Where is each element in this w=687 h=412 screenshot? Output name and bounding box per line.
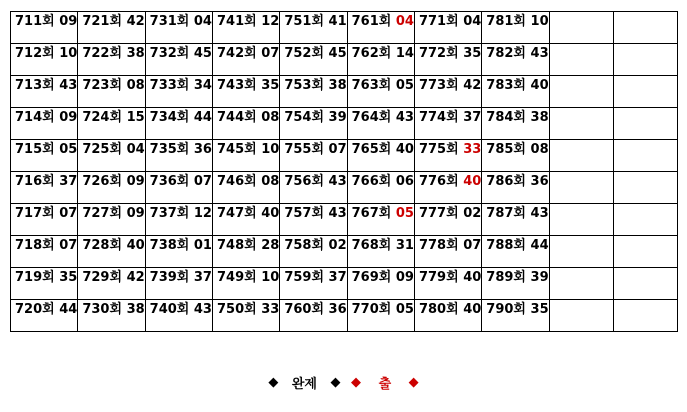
number-value: 43 [530,206,549,221]
number-value: 41 [328,14,347,29]
number-value: 36 [328,302,347,317]
number-value: 40 [463,302,482,317]
round-label: 786회 [486,174,526,189]
table-cell [145,12,212,44]
round-label: 777회 [418,206,459,221]
round-label: 761회 [351,14,392,29]
round-label: 769회 [351,270,392,285]
number-value: 40 [395,142,414,157]
number-value: 44 [530,238,549,253]
legend-label-black: 완제 [291,377,317,392]
round-label: 722회 [82,46,123,61]
round-label: 758회 [284,238,325,253]
table-cell [280,140,347,172]
number-value: 12 [261,14,280,29]
round-label: 725회 [82,142,123,157]
results-table-body [11,12,678,332]
round-label: 770회 [351,302,392,317]
round-label: 731회 [149,14,190,29]
table-row [11,268,678,300]
number-value: 42 [126,14,145,29]
round-label: 749회 [216,270,257,285]
table-cell [280,172,347,204]
round-label: 772회 [418,46,459,61]
table-cell [549,12,613,44]
number-value: 33 [261,302,280,317]
table-cell [212,140,279,172]
table-row [11,236,678,268]
table-cell [11,12,78,44]
round-label: 760회 [284,302,325,317]
number-value: 45 [193,46,212,61]
round-label: 739회 [149,270,190,285]
number-value: 43 [530,46,549,61]
table-cell [212,204,279,236]
table-cell [613,204,677,236]
round-label: 719회 [15,270,55,285]
number-value: 08 [530,142,549,157]
table-cell [482,140,549,172]
number-value: 37 [463,110,482,125]
round-label: 783회 [486,78,526,93]
round-label: 713회 [15,78,55,93]
number-value: 40 [530,78,549,93]
round-label: 790회 [486,302,526,317]
table-cell [414,76,481,108]
table-cell [145,108,212,140]
number-value: 10 [261,270,280,285]
round-label: 773회 [418,78,459,93]
number-value: 04 [193,14,212,29]
number-value: 37 [328,270,347,285]
round-label: 768회 [351,238,392,253]
number-value: 07 [328,142,347,157]
table-cell [414,140,481,172]
table-cell [145,44,212,76]
number-value: 28 [261,238,280,253]
round-label: 754회 [284,110,325,125]
round-label: 714회 [15,110,55,125]
number-value: 10 [530,14,549,29]
table-cell [482,108,549,140]
table-cell [145,204,212,236]
round-label: 735회 [149,142,190,157]
round-label: 785회 [486,142,526,157]
number-value: 33 [463,142,482,157]
table-cell [414,268,481,300]
table-cell [549,172,613,204]
number-value: 38 [126,302,145,317]
table-cell [11,300,78,332]
number-value: 40 [463,270,482,285]
table-cell [482,76,549,108]
round-label: 744회 [216,110,257,125]
number-value: 07 [261,46,280,61]
number-value: 38 [126,46,145,61]
number-value: 43 [328,206,347,221]
number-value: 14 [395,46,414,61]
number-value: 01 [193,238,212,253]
number-value: 38 [530,110,549,125]
table-row [11,300,678,332]
round-label: 742회 [216,46,257,61]
table-cell [482,268,549,300]
table-cell [78,140,145,172]
number-value: 09 [59,14,78,29]
number-value: 43 [328,174,347,189]
number-value: 06 [395,174,414,189]
number-value: 40 [126,238,145,253]
table-cell [280,236,347,268]
round-label: 789회 [486,270,526,285]
round-label: 728회 [82,238,123,253]
table-cell [549,76,613,108]
table-cell [347,44,414,76]
table-cell [414,44,481,76]
number-value: 07 [193,174,212,189]
number-value: 42 [126,270,145,285]
table-cell [613,76,677,108]
table-cell [347,140,414,172]
table-cell [212,12,279,44]
number-value: 09 [59,110,78,125]
table-cell [145,140,212,172]
table-cell [549,300,613,332]
table-cell [145,236,212,268]
table-cell [414,172,481,204]
round-label: 788회 [486,238,526,253]
round-label: 721회 [82,14,123,29]
table-cell [11,140,78,172]
round-label: 730회 [82,302,123,317]
round-label: 755회 [284,142,325,157]
table-row [11,76,678,108]
number-value: 09 [126,206,145,221]
round-label: 764회 [351,110,392,125]
round-label: 747회 [216,206,257,221]
table-cell [280,204,347,236]
number-value: 07 [463,238,482,253]
table-cell [613,236,677,268]
round-label: 741회 [216,14,257,29]
table-cell [482,236,549,268]
table-row [11,140,678,172]
table-cell [347,268,414,300]
table-cell [482,172,549,204]
round-label: 737회 [149,206,190,221]
round-label: 781회 [486,14,526,29]
round-label: 762회 [351,46,392,61]
round-label: 763회 [351,78,392,93]
table-cell [11,204,78,236]
round-label: 776회 [418,174,459,189]
round-label: 765회 [351,142,392,157]
round-label: 778회 [418,238,459,253]
table-cell [613,300,677,332]
number-value: 09 [395,270,414,285]
round-label: 750회 [216,302,257,317]
number-value: 37 [59,174,78,189]
round-label: 738회 [149,238,190,253]
table-cell [613,12,677,44]
table-cell [212,44,279,76]
number-value: 35 [463,46,482,61]
table-cell [347,300,414,332]
number-value: 05 [395,302,414,317]
table-cell [414,236,481,268]
table-row [11,172,678,204]
table-cell [78,12,145,44]
table-cell [414,204,481,236]
table-row [11,12,678,44]
round-label: 718회 [15,238,55,253]
number-value: 31 [395,238,414,253]
round-label: 716회 [15,174,55,189]
number-value: 08 [261,174,280,189]
number-value: 45 [328,46,347,61]
table-cell [78,268,145,300]
round-label: 729회 [82,270,123,285]
number-value: 36 [530,174,549,189]
number-value: 39 [328,110,347,125]
table-cell [613,268,677,300]
table-cell [11,268,78,300]
number-value: 43 [395,110,414,125]
table-cell [212,268,279,300]
round-label: 780회 [418,302,459,317]
number-value: 02 [328,238,347,253]
number-value: 39 [530,270,549,285]
table-cell [78,204,145,236]
table-cell [11,108,78,140]
number-value: 04 [463,14,482,29]
table-cell [482,204,549,236]
round-label: 726회 [82,174,123,189]
table-cell [482,44,549,76]
table-cell [11,172,78,204]
round-label: 715회 [15,142,55,157]
table-row [11,204,678,236]
number-value: 05 [59,142,78,157]
round-label: 766회 [351,174,392,189]
table-cell [78,108,145,140]
table-cell [212,300,279,332]
table-cell [613,108,677,140]
red-diamond-icon: ◆ [351,375,362,390]
number-value: 08 [261,110,280,125]
table-cell [11,76,78,108]
table-cell [414,108,481,140]
table-cell [280,108,347,140]
table-cell [549,108,613,140]
table-cell [78,44,145,76]
number-value: 34 [193,78,212,93]
table-cell [280,44,347,76]
number-value: 35 [59,270,78,285]
table-cell [212,172,279,204]
number-value: 43 [193,302,212,317]
round-label: 740회 [149,302,190,317]
table-cell [482,12,549,44]
table-cell [347,236,414,268]
round-label: 787회 [486,206,526,221]
round-label: 723회 [82,78,123,93]
number-value: 05 [395,78,414,93]
number-value: 36 [193,142,212,157]
number-value: 38 [328,78,347,93]
table-cell [549,44,613,76]
round-label: 751회 [284,14,325,29]
number-value: 08 [126,78,145,93]
number-value: 43 [59,78,78,93]
round-label: 752회 [284,46,325,61]
round-label: 784회 [486,110,526,125]
table-cell [549,140,613,172]
table-cell [482,300,549,332]
table-cell [613,172,677,204]
round-label: 745회 [216,142,257,157]
black-diamond-icon: ◆ [330,375,341,390]
round-label: 779회 [418,270,459,285]
number-value: 40 [261,206,280,221]
round-label: 724회 [82,110,123,125]
round-label: 756회 [284,174,325,189]
table-cell [280,12,347,44]
round-label: 748회 [216,238,257,253]
number-value: 44 [59,302,78,317]
round-label: 774회 [418,110,459,125]
number-value: 09 [126,174,145,189]
table-cell [212,76,279,108]
table-cell [280,268,347,300]
number-value: 35 [261,78,280,93]
round-label: 775회 [418,142,459,157]
table-cell [145,172,212,204]
number-value: 04 [126,142,145,157]
number-value: 05 [395,206,414,221]
table-cell [11,236,78,268]
round-label: 767회 [351,206,392,221]
table-row [11,108,678,140]
table-cell [145,76,212,108]
round-label: 757회 [284,206,325,221]
round-label: 720회 [15,302,55,317]
round-label: 753회 [284,78,325,93]
table-cell [613,44,677,76]
number-value: 42 [463,78,482,93]
round-label: 733회 [149,78,190,93]
number-value: 40 [463,174,482,189]
number-value: 02 [463,206,482,221]
round-label: 743회 [216,78,257,93]
table-cell [145,268,212,300]
table-cell [78,76,145,108]
legend [0,373,687,392]
red-diamond-icon: ◆ [408,375,419,390]
number-value: 35 [530,302,549,317]
number-value: 44 [193,110,212,125]
table-cell [11,44,78,76]
table-cell [347,76,414,108]
table-cell [145,300,212,332]
table-cell [549,204,613,236]
table-cell [212,236,279,268]
number-value: 15 [126,110,145,125]
table-cell [280,300,347,332]
round-label: 771회 [418,14,459,29]
black-diamond-icon: ◆ [268,375,279,390]
round-label: 732회 [149,46,190,61]
table-cell [414,300,481,332]
round-label: 736회 [149,174,190,189]
round-label: 712회 [15,46,55,61]
number-value: 10 [261,142,280,157]
table-cell [280,76,347,108]
table-cell [414,12,481,44]
table-cell [78,300,145,332]
number-value: 10 [59,46,78,61]
table-cell [347,172,414,204]
round-label: 746회 [216,174,257,189]
table-cell [78,236,145,268]
table-cell [549,236,613,268]
number-value: 37 [193,270,212,285]
results-table [10,11,678,332]
number-value: 07 [59,206,78,221]
table-cell [347,12,414,44]
table-cell [613,140,677,172]
round-label: 734회 [149,110,190,125]
table-cell [549,268,613,300]
round-label: 727회 [82,206,123,221]
number-value: 04 [395,14,414,29]
table-cell [347,204,414,236]
legend-label-red: 출 [378,377,392,392]
table-cell [78,172,145,204]
table-cell [347,108,414,140]
table-cell [212,108,279,140]
number-value: 07 [59,238,78,253]
round-label: 717회 [15,206,55,221]
table-row [11,44,678,76]
round-label: 782회 [486,46,526,61]
number-value: 12 [193,206,212,221]
round-label: 759회 [284,270,325,285]
round-label: 711회 [15,14,55,29]
